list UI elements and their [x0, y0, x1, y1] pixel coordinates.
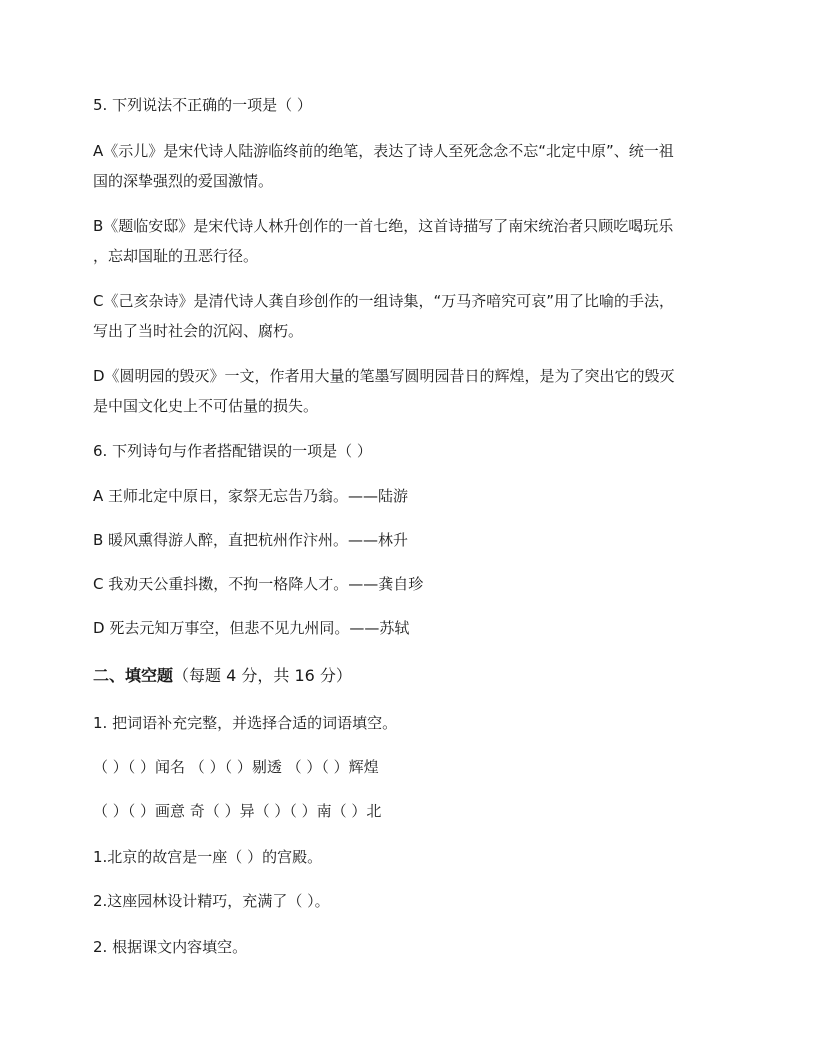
question-6-option-b: B 暖风熏得游人醉，直把杭州作汴州。——林升 [93, 531, 409, 549]
fill-question-1-word-row-2: （ ）（ ）画意 奇（ ）异（ ）（ ）南（ ）北 [93, 802, 382, 820]
fill-question-1-word-row-1: （ ）（ ）闻名 （ ）（ ）剔透 （ ）（ ）辉煌 [93, 758, 379, 776]
question-5-stem: 5. 下列说法不正确的一项是（ ） [93, 96, 312, 114]
question-5-option-b-line1: B《题临安邸》是宋代诗人林升创作的一首七绝，这首诗描写了南宋统治者只顾吃喝玩乐 [93, 217, 674, 235]
question-5-option-a-line2: 国的深挚强烈的爱国激情。 [93, 172, 274, 190]
question-6-option-d: D 死去元知万事空，但悲不见九州同。——苏轼 [93, 619, 410, 637]
question-5-option-b-line2: ，忘却国耻的丑恶行径。 [93, 247, 259, 265]
question-5-option-c-line2: 写出了当时社会的沉闷、腐朽。 [93, 322, 304, 340]
section-2-heading [93, 665, 352, 687]
question-6-option-c: C 我劝天公重抖擞，不拘一格降人才。——龚自珍 [93, 575, 424, 593]
question-5-option-d-line1: D《圆明园的毁灭》一文，作者用大量的笔墨写圆明园昔日的辉煌，是为了突出它的毁灭 [93, 367, 675, 385]
question-6-option-a: A 王师北定中原日，家祭无忘告乃翁。——陆游 [93, 487, 409, 505]
question-5-option-a-line1: A《示儿》是宋代诗人陆游临终前的绝笔，表达了诗人至死念念不忘“北定中原”、统一祖 [93, 142, 674, 160]
fill-question-1-stem: 1. 把词语补充完整，并选择合适的词语填空。 [93, 714, 398, 732]
section-2-scoring-note: （每题 4 分，共 16 分） [173, 666, 352, 685]
question-6-stem: 6. 下列诗句与作者搭配错误的一项是（ ） [93, 442, 372, 460]
question-5-option-d-line2: 是中国文化史上不可估量的损失。 [93, 397, 319, 415]
fill-question-2-stem: 2. 根据课文内容填空。 [93, 938, 248, 956]
fill-question-1-sentence-1: 1.北京的故宫是一座（ ）的宫殿。 [93, 848, 323, 866]
question-5-option-c-line1: C《己亥杂诗》是清代诗人龚自珍创作的一组诗集，“万马齐喑究可哀”用了比喻的手法， [93, 292, 675, 310]
fill-question-1-sentence-2: 2.这座园林设计精巧，充满了（ ）。 [93, 892, 330, 910]
section-2-title: 二、填空题 [93, 666, 174, 685]
